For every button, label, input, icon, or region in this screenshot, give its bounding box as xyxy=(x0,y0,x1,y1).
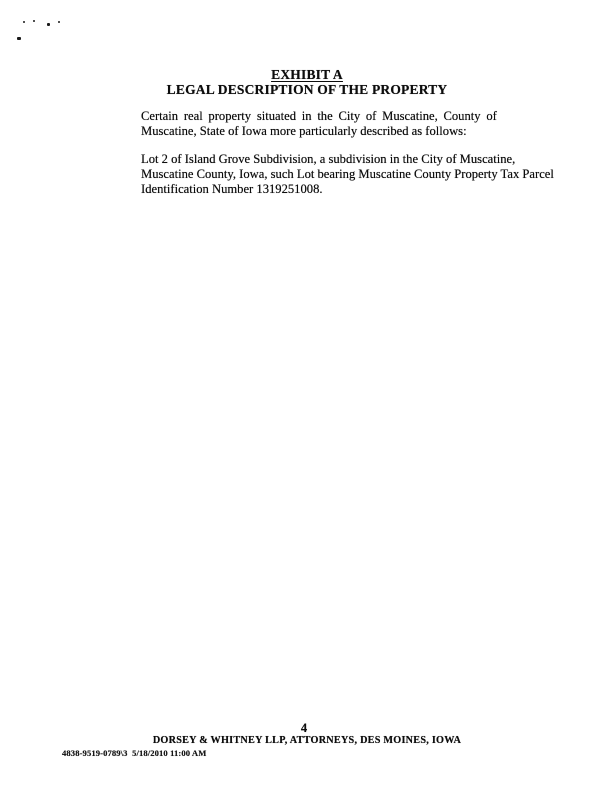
scan-artifact xyxy=(23,21,25,23)
scan-artifact xyxy=(33,20,35,22)
legal-description-paragraph xyxy=(141,152,554,198)
law-firm-footer: DORSEY & WHITNEY LLP, ATTORNEYS, DES MOINES, IOWA xyxy=(152,735,462,746)
exhibit-heading xyxy=(0,67,614,97)
paragraph-line: Muscatine, State of Iowa more particularly described as follows: xyxy=(141,124,467,139)
paragraph-line: Lot 2 of Island Grove Subdivision, a subdivision in the City of Muscatine, xyxy=(141,152,516,166)
paragraph-line: Muscatine County, Iowa, such Lot bearing Muscatine County Property Tax Parcel xyxy=(141,167,554,182)
page-number: 4 xyxy=(300,721,308,735)
paragraph-line: Certain real property situated in the City of Muscatine, County of xyxy=(141,109,497,123)
scan-artifact xyxy=(47,23,50,26)
scan-artifact xyxy=(58,21,60,23)
scan-artifact xyxy=(17,37,21,40)
legal-description-title: LEGAL DESCRIPTION OF THE PROPERTY xyxy=(166,82,448,97)
document-id-stamp: 4838-9519-0789\3 5/18/2010 11:00 AM xyxy=(62,748,207,758)
exhibit-title: EXHIBIT A xyxy=(271,67,343,82)
paragraph-line: Identification Number 1319251008. xyxy=(141,182,323,197)
intro-paragraph xyxy=(141,109,497,139)
